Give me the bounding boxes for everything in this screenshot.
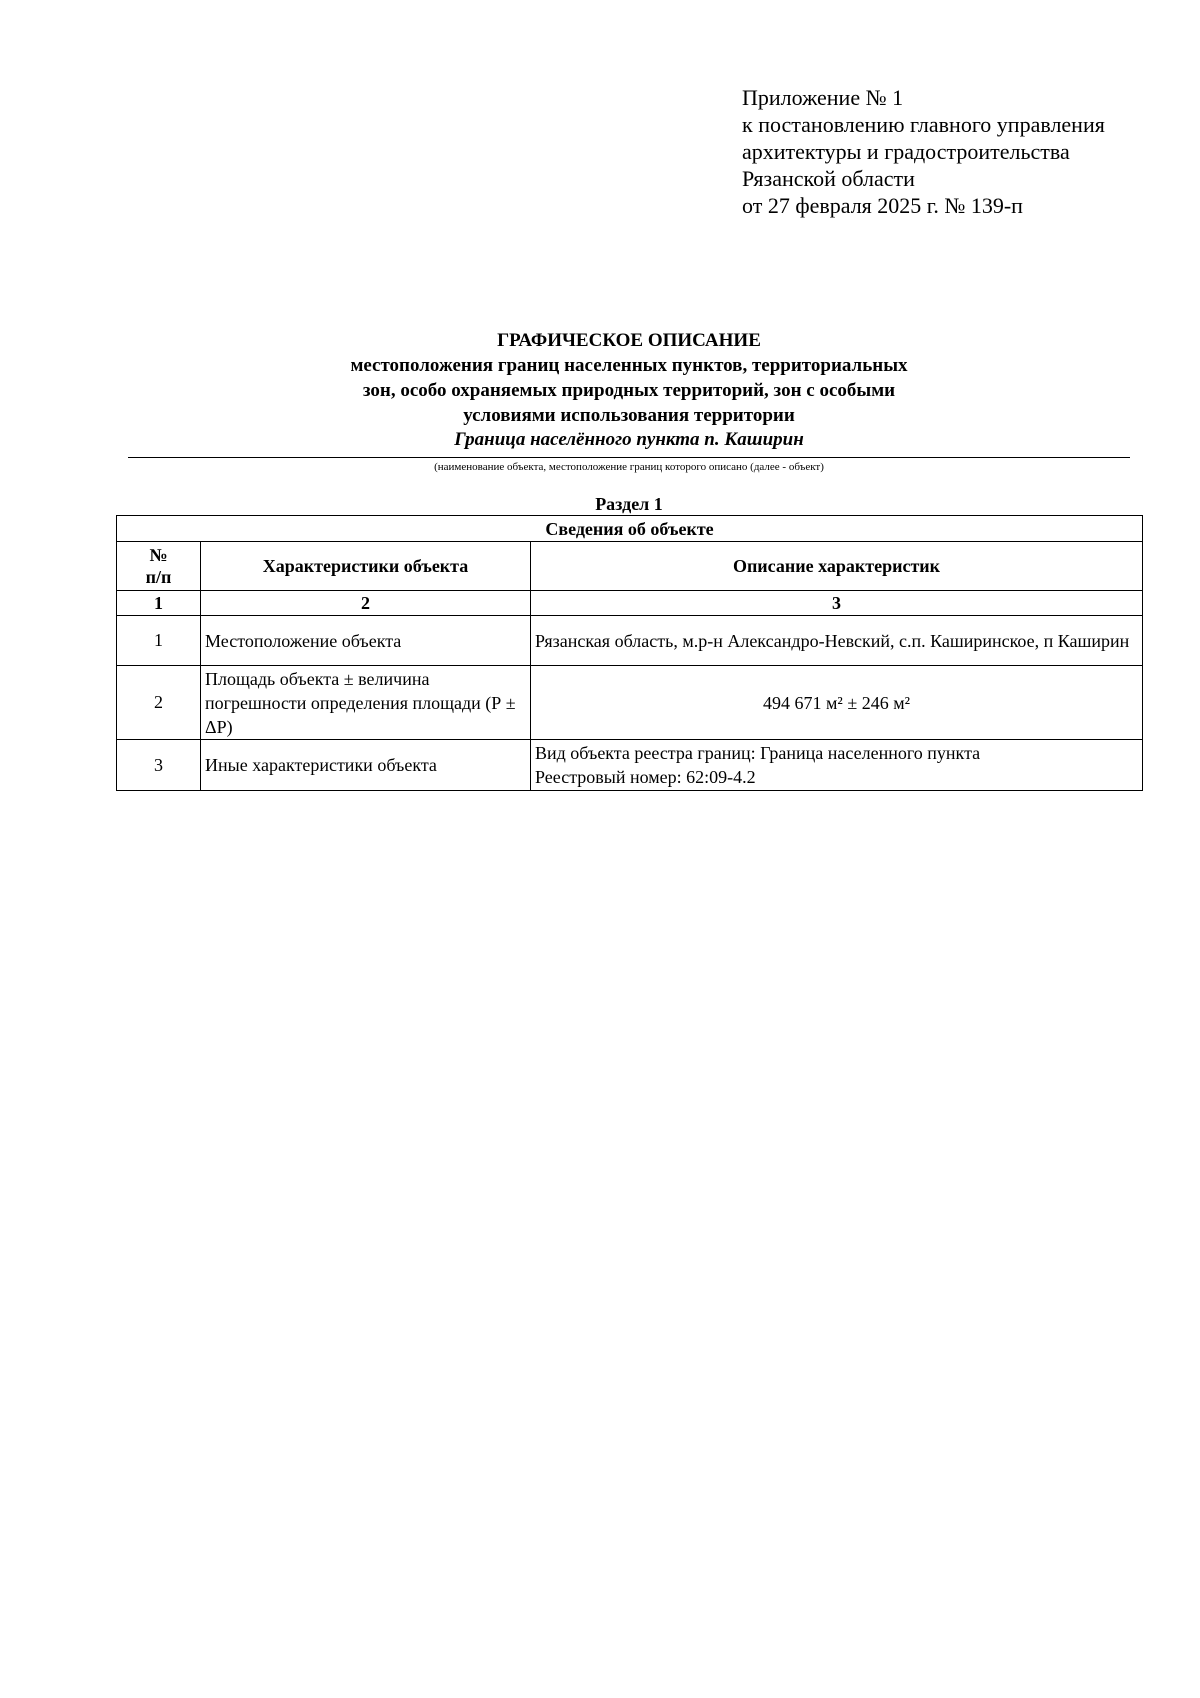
column-number: 2 bbox=[201, 591, 531, 616]
column-number-row bbox=[117, 591, 1143, 616]
row-characteristic: Местоположение объекта bbox=[201, 616, 531, 666]
document-subtitle-line: местоположения границ населенных пунктов, территориальных bbox=[350, 355, 908, 376]
row-description bbox=[531, 616, 1143, 666]
row-description bbox=[531, 666, 1143, 740]
object-info-table bbox=[116, 515, 1143, 791]
table-row bbox=[117, 740, 1143, 791]
row-description bbox=[531, 740, 1143, 791]
table-caption: Сведения об объекте bbox=[117, 516, 1143, 542]
table-row bbox=[117, 666, 1143, 740]
section-title: Раздел 1 bbox=[595, 494, 663, 514]
table-caption-row bbox=[117, 516, 1143, 542]
header-num bbox=[117, 542, 201, 591]
header-num-label: № п/п bbox=[145, 545, 172, 587]
appendix-line: от 27 февраля 2025 г. № 139-п bbox=[742, 193, 1023, 218]
object-name-underline bbox=[128, 457, 1130, 458]
object-name: Граница населённого пункта п. Каширин bbox=[454, 429, 804, 450]
object-name-caption: (наименование объекта, местоположение границ которого описано (далее - объект) bbox=[434, 461, 824, 473]
row-number: 2 bbox=[117, 666, 201, 740]
description-line: 494 671 м² ± 246 м² bbox=[763, 692, 910, 713]
description-line: Вид объекта реестра границ: Граница населенного пункта bbox=[535, 743, 981, 763]
column-number: 1 bbox=[117, 591, 201, 616]
appendix-line: Рязанской области bbox=[742, 166, 915, 191]
document-title: ГРАФИЧЕСКОЕ ОПИСАНИЕ bbox=[497, 330, 761, 351]
row-characteristic: Площадь объекта ± величина погрешности определения площади (Р ± ΔР) bbox=[201, 666, 531, 740]
row-number: 3 bbox=[117, 740, 201, 791]
appendix-line: архитектуры и градостроительства bbox=[742, 139, 1070, 164]
row-characteristic: Иные характеристики объекта bbox=[201, 740, 531, 791]
header-description: Описание характеристик bbox=[531, 542, 1143, 591]
document-subtitle-line: зон, особо охраняемых природных территорий, зон с особыми bbox=[362, 380, 896, 401]
description-line: Рязанская область, м.р-н Александро-Невский, с.п. Каширинское, п Каширин bbox=[535, 630, 1130, 651]
table-header-row bbox=[117, 542, 1143, 591]
row-number: 1 bbox=[117, 616, 201, 666]
header-characteristic: Характеристики объекта bbox=[201, 542, 531, 591]
description-line: Реестровый номер: 62:09-4.2 bbox=[535, 767, 756, 787]
column-number: 3 bbox=[531, 591, 1143, 616]
document-subtitle-line: условиями использования территории bbox=[463, 405, 795, 426]
document-title-block bbox=[128, 328, 1130, 452]
appendix-line: Приложение № 1 bbox=[742, 85, 904, 110]
appendix-line: к постановлению главного управления bbox=[742, 112, 1105, 137]
appendix-block bbox=[742, 84, 1105, 219]
table-row bbox=[117, 616, 1143, 666]
